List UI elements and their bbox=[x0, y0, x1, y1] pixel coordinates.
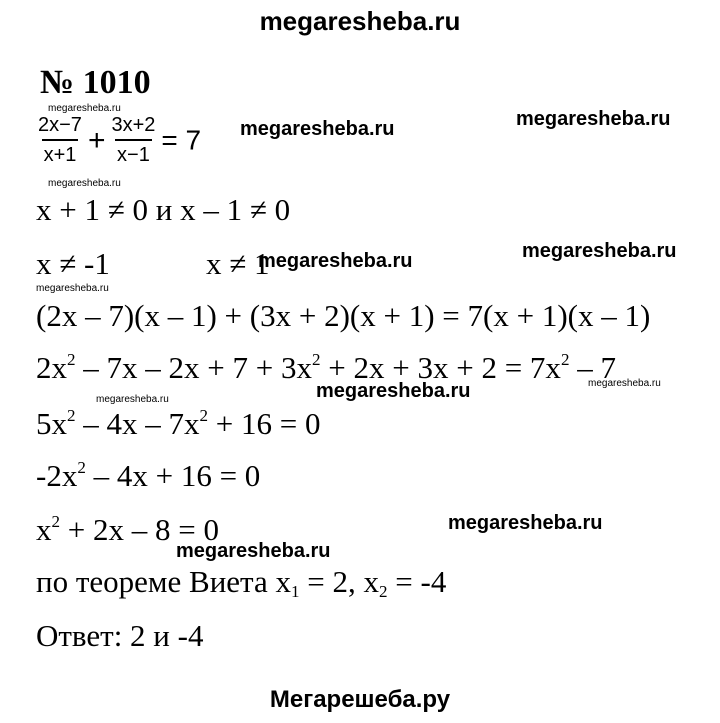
plus-sign: + bbox=[87, 123, 106, 157]
site-header: megaresheba.ru bbox=[259, 6, 461, 36]
quadratic-equation: $x^2 + 2x - 8 = 0$ bbox=[36, 512, 219, 547]
watermark-small: megaresheba.ru bbox=[96, 394, 169, 405]
watermark-small: megaresheba.ru bbox=[48, 103, 121, 114]
domain-x-not-minus-1: x ≠ -1 bbox=[36, 246, 110, 281]
vieta-roots: по теореме Виета $x_1 = 2$, $x_2 = -4$ bbox=[36, 564, 447, 602]
simplified-equation: $-2x^2 - 4x + 16 = 0$ bbox=[36, 458, 261, 493]
problem-number: № 1010 bbox=[40, 64, 151, 101]
watermark-small: megaresheba.ru bbox=[48, 178, 121, 189]
watermark: megaresheba.ru bbox=[522, 240, 677, 262]
watermark-small: megaresheba.ru bbox=[588, 378, 661, 389]
fraction-2 bbox=[109, 114, 157, 167]
expanded-equation: $2x^2 - 7x - 2x + 7 + 3x^2 + 2x + 3x + 2 = 7x^2 - 7$ bbox=[36, 350, 616, 385]
fraction-1-numerator: 2x−7 bbox=[38, 114, 82, 136]
fraction-2-numerator: 3x+2 bbox=[111, 114, 156, 136]
watermark: megaresheba.ru bbox=[516, 108, 671, 130]
watermark: megaresheba.ru bbox=[240, 118, 395, 140]
watermark: megaresheba.ru bbox=[316, 380, 471, 402]
watermark: megaresheba.ru bbox=[176, 540, 331, 562]
domain-x-not-1: x ≠ 1 bbox=[206, 246, 270, 281]
multiplied-equation: (2x – 7)(x – 1) + (3x + 2)(x + 1) = 7(x + 1)(x – 1) bbox=[36, 298, 651, 333]
watermark-small: megaresheba.ru bbox=[36, 283, 109, 294]
fraction-1 bbox=[36, 114, 84, 167]
fraction-2-denominator: x−1 bbox=[115, 139, 152, 167]
site-footer: Мегарешеба.ру bbox=[269, 686, 451, 713]
collected-equation: $5x^2 - 4x - 7x^2 + 16 = 0$ bbox=[36, 406, 321, 441]
domain-condition: x + 1 ≠ 0 и x – 1 ≠ 0 bbox=[36, 192, 291, 227]
watermark: megaresheba.ru bbox=[448, 512, 603, 534]
watermark: megaresheba.ru bbox=[258, 250, 413, 272]
fraction-1-denominator: x+1 bbox=[42, 139, 79, 167]
equation bbox=[36, 114, 201, 167]
answer: Ответ: 2 и -4 bbox=[36, 618, 204, 653]
equation-rhs: = 7 bbox=[161, 124, 202, 156]
